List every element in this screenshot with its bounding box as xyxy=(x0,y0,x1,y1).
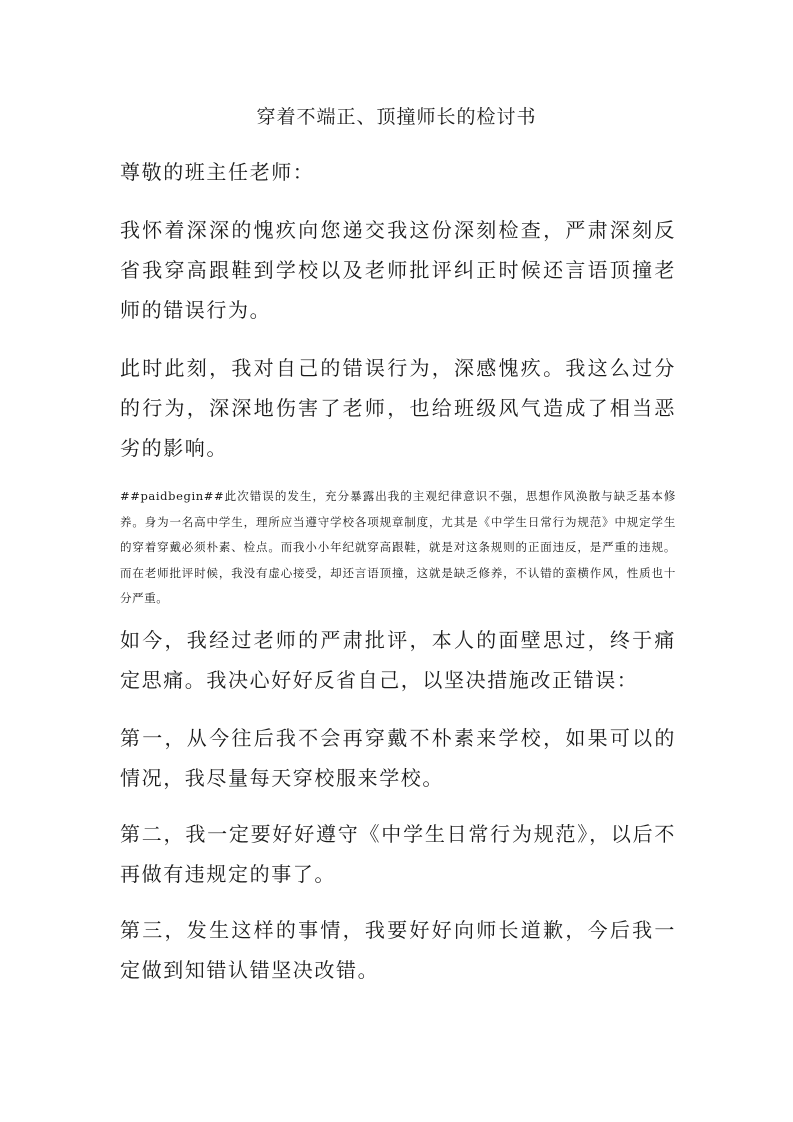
salutation: 尊敬的班主任老师： xyxy=(120,160,315,184)
paragraph-resolution: 如今，我经过老师的严肃批评，本人的面壁思过，终于痛定思痛。我决心好好反省自己，以坚决措施改正错误： xyxy=(120,628,676,692)
paragraph-point-one: 第一，从今往后我不会再穿戴不朴素来学校，如果可以的情况，我尽量每天穿校服来学校。 xyxy=(120,726,676,790)
paragraph-point-three: 第三，发生这样的事情，我要好好向师长道歉，今后我一定做到知错认错坚决改错。 xyxy=(120,918,676,982)
paragraph-point-two: 第二，我一定要好好遵守《中学生日常行为规范》，以后不再做有违规定的事了。 xyxy=(120,822,676,886)
paragraph-remorse: 此时此刻，我对自己的错误行为，深感愧疚。我这么过分的行为，深深地伤害了老师，也给班级风气造成了相当恶劣的影响。 xyxy=(120,356,676,460)
paragraph-analysis: ##paidbegin##此次错误的发生，充分暴露出我的主观纪律意识不强，思想作风涣散与缺乏基本修养。身为一名高中学生，理所应当遵守学校各项规章制度，尤其是《中学生日常行为规范》中规定学生的穿着穿戴必须朴素、检点。而我小小年纪就穿高跟鞋，就是对这条规则的正面违反，是严重的违规。而在老师批评时候，我没有虚心接受，却还言语顶撞，这就是缺乏修养，不认错的蛮横作风，性质也十分严重。 xyxy=(120,489,676,605)
paragraph-intro: 我怀着深深的愧疚向您递交我这份深刻检查，严肃深刻反省我穿高跟鞋到学校以及老师批评纠正时候还言语顶撞老师的错误行为。 xyxy=(120,218,676,322)
document-title: 穿着不端正、顶撞师长的检讨书 xyxy=(256,106,537,128)
